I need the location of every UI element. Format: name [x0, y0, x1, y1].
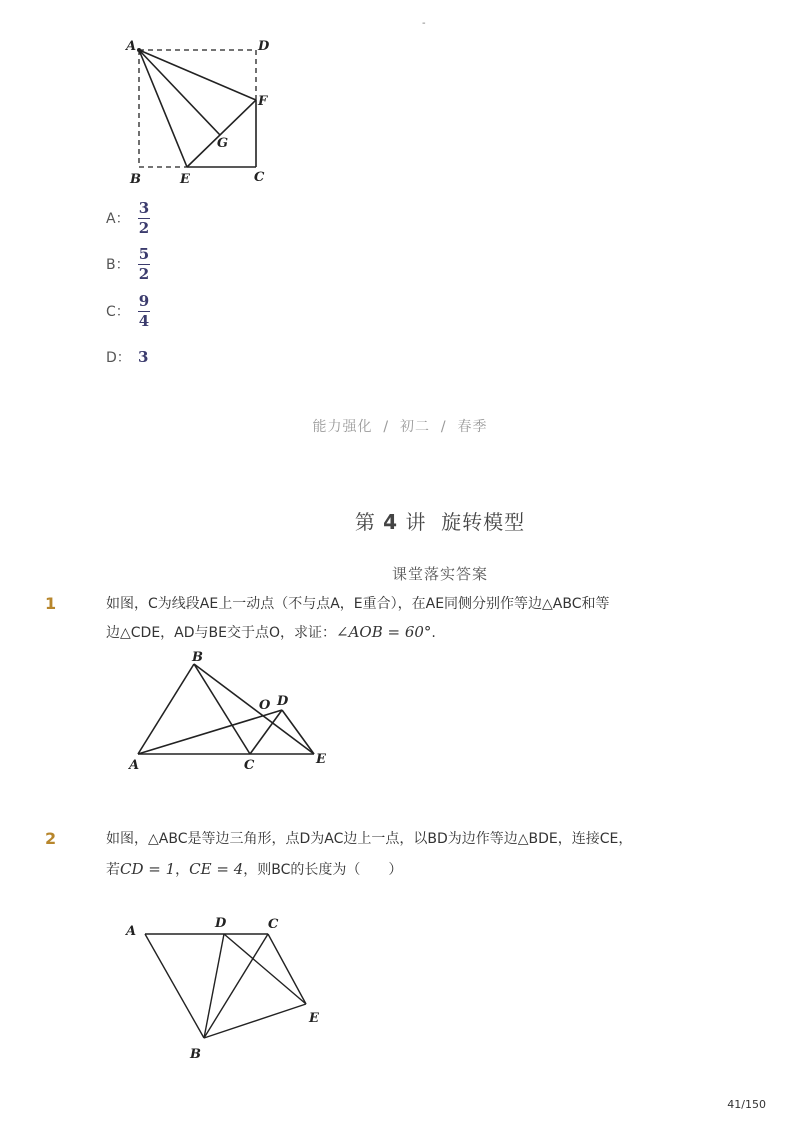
choice-b[interactable]: [106, 244, 150, 284]
breadcrumb-course[interactable]: 能力强化: [312, 419, 373, 435]
denominator: 2: [138, 264, 150, 283]
label-b: B: [130, 172, 141, 187]
lecture-prefix: 第: [354, 510, 376, 534]
math-expression: ∠AOB = 60°: [336, 623, 432, 641]
label-d: D: [215, 916, 227, 931]
numerator: 3: [138, 198, 150, 217]
label-d: D: [277, 694, 289, 709]
question-line: 如图，△ABC是等边三角形，点D为AC边上一点，以BD为边作等边△BDE，连接CE，: [106, 831, 633, 847]
section-title: 课堂落实答案: [391, 565, 488, 583]
label-c: C: [244, 758, 255, 773]
lecture-number: 4: [383, 510, 399, 534]
fraction: [138, 246, 150, 283]
label-d: D: [258, 39, 270, 54]
question-text: 边△CDE，AD与BE交于点O，求证：: [106, 625, 336, 641]
question-1-text: [106, 594, 666, 643]
question-number: 1: [45, 594, 57, 613]
page-number: 41/150: [727, 1098, 766, 1111]
page-title: [310, 506, 570, 535]
label-g: G: [217, 136, 229, 151]
label-c: C: [268, 917, 279, 932]
label-e: E: [180, 172, 190, 187]
label-a: A: [129, 758, 140, 773]
breadcrumb-separator: /: [440, 419, 447, 435]
lecture-suffix: 讲: [405, 510, 427, 534]
equilateral-triangles-figure: [124, 648, 334, 776]
choice-letter: B：: [106, 257, 130, 273]
numerator: 5: [138, 244, 150, 263]
choice-a[interactable]: [106, 198, 150, 238]
label-e: E: [316, 752, 326, 767]
choice-letter: D：: [106, 350, 131, 366]
question-text: .: [431, 625, 436, 641]
label-b: B: [192, 650, 203, 665]
lecture-name: 旋转模型: [441, 510, 526, 534]
label-a: A: [126, 924, 137, 939]
choice-letter: C：: [106, 304, 130, 320]
label-b: B: [190, 1047, 201, 1062]
denominator: 4: [138, 311, 150, 330]
breadcrumb-separator: /: [383, 419, 390, 435]
fraction: [138, 200, 150, 237]
question-line: [106, 622, 666, 643]
question-text: ，则BC的长度为（ ）: [243, 862, 403, 878]
label-c: C: [254, 170, 265, 185]
square-fold-figure: [120, 34, 280, 194]
label-o: O: [259, 698, 271, 713]
label-e: E: [309, 1011, 319, 1026]
label-f: F: [258, 94, 268, 109]
choice-d[interactable]: [106, 337, 148, 377]
question-line: 如图，C为线段AE上一动点（不与点A，E重合），在AE同侧分别作等边△ABC和等: [106, 596, 610, 612]
numerator: 9: [138, 291, 150, 310]
math-expression: CE = 4: [189, 860, 244, 878]
question-2-text: [106, 829, 666, 880]
math-expression: CD = 1: [120, 860, 176, 878]
choice-letter: A：: [106, 211, 130, 227]
label-a: A: [126, 39, 137, 54]
question-text: 若: [106, 862, 120, 878]
choice-value: 3: [138, 348, 149, 366]
fraction: [138, 293, 150, 330]
denominator: 2: [138, 218, 150, 237]
question-number: 2: [45, 829, 57, 848]
breadcrumb: [0, 416, 800, 436]
rotated-triangle-figure: [120, 912, 330, 1062]
breadcrumb-grade[interactable]: 初二: [400, 419, 430, 435]
choice-c[interactable]: [106, 291, 150, 331]
question-text: ，: [175, 862, 190, 878]
top-mark: -: [422, 18, 426, 29]
breadcrumb-term[interactable]: 春季: [457, 419, 488, 435]
question-line: [106, 859, 666, 880]
